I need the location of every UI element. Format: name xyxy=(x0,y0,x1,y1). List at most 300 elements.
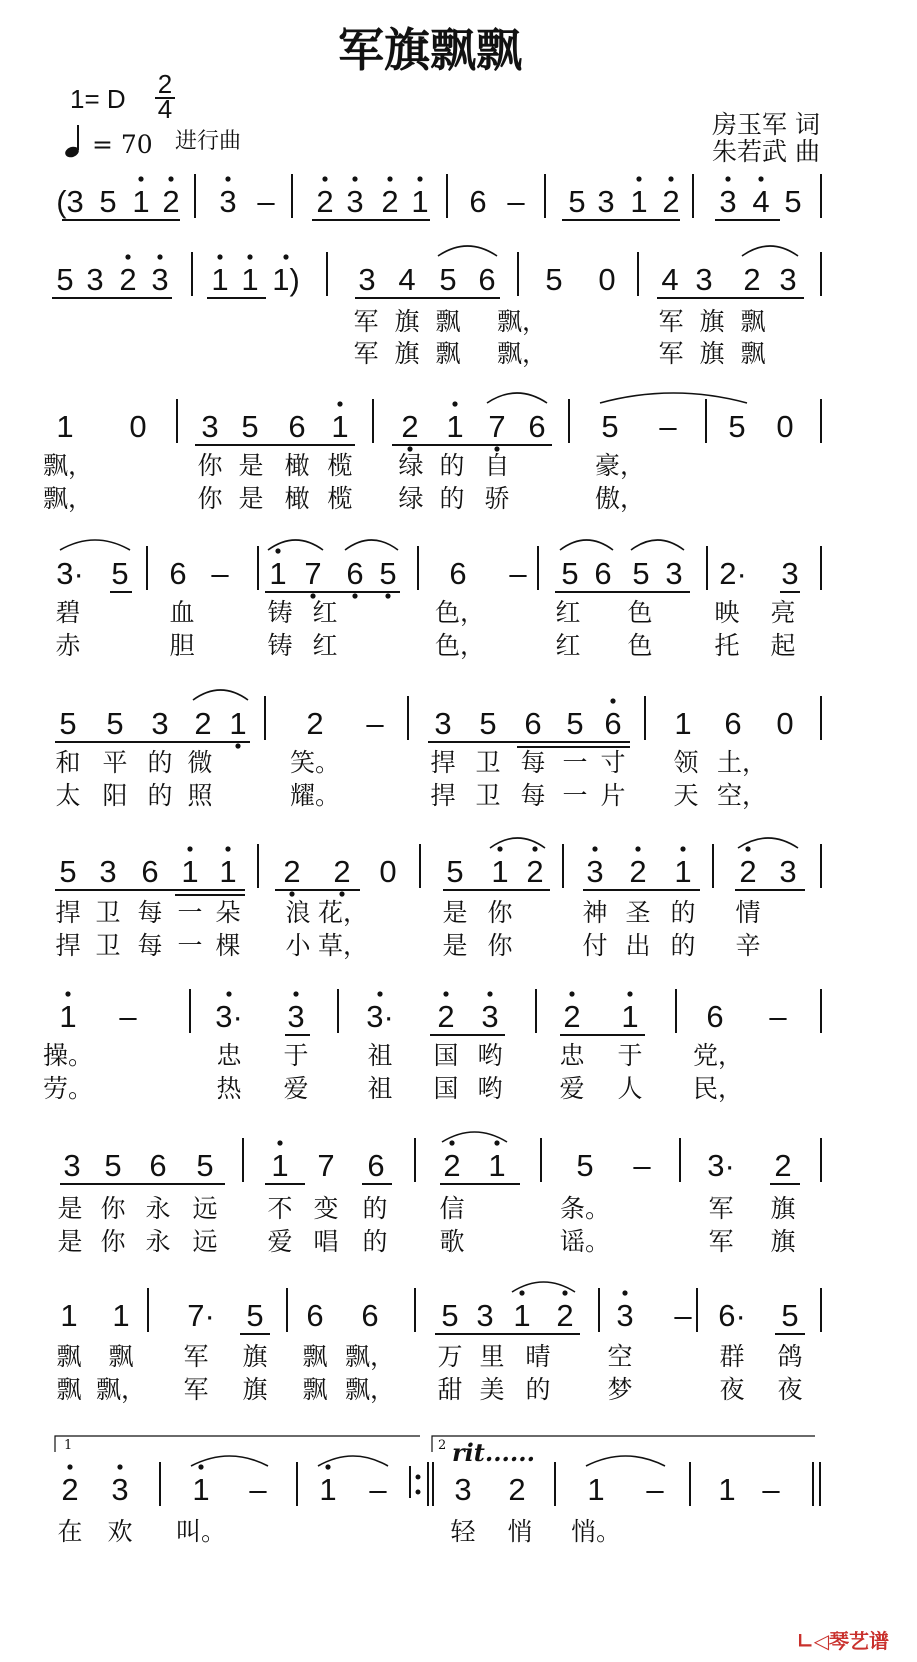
note: 6 xyxy=(604,706,622,741)
note: 5 xyxy=(196,1148,214,1183)
note: 3· xyxy=(215,999,243,1034)
note: 2 xyxy=(774,1148,792,1183)
lyric-syllable: 轻 xyxy=(450,1517,476,1546)
lyric-syllable: 甜 xyxy=(437,1375,463,1404)
note: 1 xyxy=(112,1298,130,1333)
lyric-syllable: 爱 xyxy=(559,1074,585,1103)
note: 0 xyxy=(129,409,147,444)
lyric-syllable: 卫 xyxy=(95,931,121,960)
note: 2 xyxy=(526,854,544,889)
lyric-syllable: 铸 xyxy=(267,598,293,627)
lyric-syllable: 卫 xyxy=(475,748,501,777)
lyric-syllable: 旗 xyxy=(699,339,725,368)
lyric-syllable: 军 xyxy=(708,1227,734,1256)
note: 1 xyxy=(718,1472,736,1507)
lyric-syllable: 笑。 xyxy=(289,748,341,777)
note: 3 xyxy=(346,184,364,219)
slur xyxy=(742,246,798,256)
lyric-syllable: 你 xyxy=(487,931,513,960)
lyric-syllable: 亮 xyxy=(770,598,796,627)
lyric-syllable: 一 xyxy=(177,931,203,960)
octave-dot xyxy=(217,254,222,259)
note: 5 xyxy=(784,184,802,219)
note: (3 xyxy=(56,184,84,219)
lyric-syllable: 军 xyxy=(658,307,684,336)
lyric-syllable: 欢 xyxy=(107,1517,133,1546)
lyric-syllable: 飘， xyxy=(344,1342,396,1371)
volta-number-2: 2 xyxy=(438,1438,447,1453)
note: 2 xyxy=(629,854,647,889)
note: 6 xyxy=(367,1148,385,1183)
note: 7 xyxy=(317,1148,335,1183)
note: 6 xyxy=(449,556,467,591)
note: 2 xyxy=(508,1472,526,1507)
note: 2 xyxy=(662,184,680,219)
octave-dot xyxy=(275,548,280,553)
note: 6· xyxy=(718,1298,746,1333)
lyric-syllable: 的 xyxy=(147,748,173,777)
note: 5 xyxy=(545,262,563,297)
octave-dot xyxy=(497,846,502,851)
lyric-syllable: 你 xyxy=(100,1227,126,1256)
octave-dot xyxy=(636,176,641,181)
lyric-syllable: 微 xyxy=(187,748,213,777)
note: – xyxy=(674,1298,692,1333)
lyric-syllable: 祖 xyxy=(367,1074,393,1103)
octave-dot xyxy=(337,401,342,406)
note: – xyxy=(257,184,275,219)
note: 2 xyxy=(306,706,324,741)
note: 6 xyxy=(469,184,487,219)
note: 0 xyxy=(776,706,794,741)
note: 6 xyxy=(361,1298,379,1333)
lyric-syllable: 铸 xyxy=(267,631,293,660)
lyric-syllable: 土， xyxy=(716,748,768,777)
lyric-syllable: 和 xyxy=(55,748,81,777)
lyric-syllable: 捍 xyxy=(55,931,81,960)
note: 1 xyxy=(59,999,77,1034)
octave-dot xyxy=(289,891,294,896)
staff-system-9 xyxy=(56,1282,821,1404)
lyric-syllable: 捍 xyxy=(430,748,456,777)
lyric-syllable: 托 xyxy=(714,631,740,660)
lyric-syllable: 绿 xyxy=(398,484,424,513)
lyric-syllable: 一 xyxy=(177,898,203,927)
lyric-syllable: 碧 xyxy=(55,598,81,627)
slur xyxy=(490,838,545,848)
lyric-syllable: 阳 xyxy=(102,781,128,810)
lyric-syllable: 旗 xyxy=(770,1194,796,1223)
lyric-syllable: 党， xyxy=(692,1041,744,1070)
octave-dot xyxy=(635,846,640,851)
lyric-syllable: 悄 xyxy=(507,1517,533,1546)
lyric-syllable: 旗 xyxy=(770,1227,796,1256)
lyric-syllable: 旗 xyxy=(394,307,420,336)
octave-dot xyxy=(187,846,192,851)
lyric-syllable: 每 xyxy=(137,931,163,960)
lyric-syllable: 夜 xyxy=(777,1375,803,1404)
note: 1 xyxy=(491,854,509,889)
note: 4 xyxy=(752,184,770,219)
lyric-syllable: 是 xyxy=(238,451,264,480)
lyric-syllable: 飘， xyxy=(344,1375,396,1404)
note: 0 xyxy=(598,262,616,297)
note: 6 xyxy=(288,409,306,444)
octave-dot xyxy=(125,254,130,259)
note: – xyxy=(769,999,787,1034)
note: 3 xyxy=(454,1472,472,1507)
note: – xyxy=(119,999,137,1034)
slur xyxy=(193,690,248,700)
note: 3 xyxy=(781,556,799,591)
lyric-syllable: 旗 xyxy=(394,339,420,368)
lyric-syllable: 卫 xyxy=(95,898,121,927)
note: – xyxy=(509,556,527,591)
lyric-syllable: 小 xyxy=(285,931,311,960)
lyric-syllable: 寸 xyxy=(600,748,626,777)
octave-dot xyxy=(417,176,422,181)
lyric-syllable: 祖 xyxy=(367,1041,393,1070)
lyric-syllable: 飘 xyxy=(740,307,766,336)
lyric-syllable: 谣。 xyxy=(559,1227,611,1256)
lyric-syllable: 唱 xyxy=(313,1227,339,1256)
lyric-syllable: 骄 xyxy=(484,484,510,513)
octave-dot xyxy=(339,891,344,896)
note: 6 xyxy=(724,706,742,741)
octave-dot xyxy=(725,176,730,181)
lyric-syllable: 忠 xyxy=(559,1041,585,1070)
lyric-syllable: 太 xyxy=(55,781,81,810)
lyric-syllable: 起 xyxy=(770,631,796,660)
note: 5 xyxy=(59,706,77,741)
note: 3 xyxy=(586,854,604,889)
note: – xyxy=(366,706,384,741)
lyric-syllable: 你 xyxy=(197,484,223,513)
lyric-syllable: 天 xyxy=(673,781,699,810)
lyric-syllable: 远 xyxy=(192,1227,218,1256)
note: 3 xyxy=(779,262,797,297)
lyric-syllable: 色 xyxy=(627,598,653,627)
note: 2 xyxy=(556,1298,574,1333)
note: 1 xyxy=(229,706,247,741)
lyric-syllable: 是 xyxy=(442,931,468,960)
note: – xyxy=(659,409,677,444)
lyric-syllable: 悄。 xyxy=(570,1517,622,1546)
lyric-syllable: 歌 xyxy=(439,1227,465,1256)
lyric-syllable: 国 xyxy=(433,1041,459,1070)
lyric-syllable: 你 xyxy=(197,451,223,480)
note: 5 xyxy=(601,409,619,444)
note: 6 xyxy=(149,1148,167,1183)
note: 2 xyxy=(401,409,419,444)
note: 1 xyxy=(132,184,150,219)
lyric-syllable: 的 xyxy=(439,451,465,480)
octave-dot xyxy=(610,698,615,703)
octave-dot xyxy=(758,176,763,181)
note: 5 xyxy=(111,556,129,591)
octave-dot xyxy=(226,991,231,996)
staff-system-5 xyxy=(55,690,821,810)
lyric-syllable: 旗 xyxy=(242,1342,268,1371)
note: 3 xyxy=(665,556,683,591)
lyric-syllable: 耀。 xyxy=(289,781,341,810)
lyric-syllable: 夜 xyxy=(719,1375,745,1404)
note: 2 xyxy=(743,262,761,297)
slur xyxy=(738,838,798,848)
lyric-syllable: 飘， xyxy=(95,1375,147,1404)
octave-dot xyxy=(325,1464,330,1469)
lyric-syllable: 飘 xyxy=(56,1342,82,1371)
note: – xyxy=(249,1472,267,1507)
note: 6 xyxy=(528,409,546,444)
quarter-note-icon xyxy=(64,125,81,159)
lyric-syllable: 的 xyxy=(362,1194,388,1223)
slur xyxy=(345,540,398,550)
lyric-syllable: 操。 xyxy=(42,1041,94,1070)
note: 2 xyxy=(119,262,137,297)
note: 1 xyxy=(513,1298,531,1333)
note: 5 xyxy=(479,706,497,741)
lyric-syllable: 的 xyxy=(525,1375,551,1404)
lyric-syllable: 永 xyxy=(145,1227,171,1256)
octave-dot xyxy=(225,176,230,181)
time-signature-bottom: 4 xyxy=(157,94,173,124)
lyric-syllable: 血 xyxy=(169,598,195,627)
note: – xyxy=(646,1472,664,1507)
key-signature: 1= D xyxy=(70,84,126,114)
lyric-syllable: 哟 xyxy=(477,1074,503,1103)
lyric-syllable: 晴 xyxy=(525,1342,551,1371)
octave-dot xyxy=(235,743,240,748)
note: – xyxy=(507,184,525,219)
lyric-syllable: 军 xyxy=(353,339,379,368)
lyric-syllable: 军 xyxy=(708,1194,734,1223)
note: – xyxy=(633,1148,651,1183)
lyric-syllable: 空 xyxy=(607,1342,633,1371)
note: 6 xyxy=(346,556,364,591)
lyric-syllable: 的 xyxy=(439,484,465,513)
note: 2 xyxy=(194,706,212,741)
note: 6 xyxy=(478,262,496,297)
lyric-syllable: 榄 xyxy=(327,484,353,513)
lyric-syllable: 飘 xyxy=(435,307,461,336)
note: 5 xyxy=(561,556,579,591)
slur xyxy=(560,540,613,550)
octave-dot xyxy=(680,846,685,851)
octave-dot xyxy=(532,846,537,851)
lyric-syllable: 红 xyxy=(312,598,338,627)
lyric-syllable: 每 xyxy=(137,898,163,927)
note: 3 xyxy=(111,1472,129,1507)
note: 2 xyxy=(443,1148,461,1183)
octave-dot xyxy=(157,254,162,259)
note: 6 xyxy=(169,556,187,591)
note: 5 xyxy=(441,1298,459,1333)
octave-dot xyxy=(562,1290,567,1295)
volta-number-1: 1 xyxy=(64,1438,73,1453)
note: 5 xyxy=(106,706,124,741)
octave-dot xyxy=(385,593,390,598)
slur xyxy=(487,393,547,403)
lyric-syllable: 出 xyxy=(625,931,651,960)
octave-dot xyxy=(293,991,298,996)
lyric-syllable: 热 xyxy=(216,1074,242,1103)
lyric-syllable: 爱 xyxy=(267,1227,293,1256)
note: 3 xyxy=(695,262,713,297)
note: 5 xyxy=(56,262,74,297)
note: 2 xyxy=(563,999,581,1034)
octave-dot xyxy=(117,1464,122,1469)
note: 5 xyxy=(246,1298,264,1333)
lyric-syllable: 飘， xyxy=(42,451,94,480)
lyric-syllable: 军 xyxy=(183,1342,209,1371)
note: 2 xyxy=(316,184,334,219)
note: 3 xyxy=(201,409,219,444)
note: 2 xyxy=(61,1472,79,1507)
octave-dot xyxy=(198,1464,203,1469)
watermark-mark-icon: ∟◁ xyxy=(796,1629,829,1653)
lyric-syllable: 民， xyxy=(692,1074,744,1103)
note: 5 xyxy=(568,184,586,219)
octave-dot xyxy=(449,1140,454,1145)
octave-dot xyxy=(745,846,750,851)
lyric-syllable: 辛 xyxy=(735,931,761,960)
note: 3· xyxy=(707,1148,735,1183)
note: 1 xyxy=(181,854,199,889)
watermark-logo xyxy=(797,1625,889,1654)
lyric-syllable: 色， xyxy=(434,631,486,660)
note: 1 xyxy=(319,1472,337,1507)
lyric-syllable: 军 xyxy=(658,339,684,368)
note: 2 xyxy=(381,184,399,219)
octave-dot xyxy=(592,846,597,851)
note: 3· xyxy=(366,999,394,1034)
note: 0 xyxy=(379,854,397,889)
lyric-syllable: 于 xyxy=(617,1041,643,1070)
octave-dot xyxy=(277,1140,282,1145)
octave-dot xyxy=(452,401,457,406)
lyric-syllable: 赤 xyxy=(55,631,81,660)
lyric-syllable: 万 xyxy=(437,1342,463,1371)
lyric-syllable: 情 xyxy=(735,898,761,927)
lyric-syllable: 橄 xyxy=(284,451,310,480)
note: 1 xyxy=(331,409,349,444)
lyric-syllable: 爱 xyxy=(283,1074,309,1103)
lyric-syllable: 草， xyxy=(317,931,369,960)
staff-system-4 xyxy=(55,540,821,660)
lyric-syllable: 不 xyxy=(267,1194,293,1223)
lyric-syllable: 旗 xyxy=(699,307,725,336)
note: 1 xyxy=(219,854,237,889)
octave-dot xyxy=(387,176,392,181)
lyric-syllable: 飘 xyxy=(108,1342,134,1371)
lyric-syllable: 豪， xyxy=(594,451,646,480)
lyric-syllable: 变 xyxy=(313,1194,339,1223)
lyric-syllable: 的 xyxy=(147,781,173,810)
lyric-syllable: 劳。 xyxy=(42,1074,94,1103)
lyric-syllable: 人 xyxy=(617,1074,643,1103)
lyric-syllable: 卫 xyxy=(475,781,501,810)
lyric-syllable: 梦 xyxy=(607,1375,633,1404)
octave-dot xyxy=(352,176,357,181)
note: 3 xyxy=(476,1298,494,1333)
note: 3 xyxy=(287,999,305,1034)
octave-dot xyxy=(627,991,632,996)
note: 1 xyxy=(621,999,639,1034)
lyric-syllable: 飘， xyxy=(496,307,548,336)
note: 5 xyxy=(104,1148,122,1183)
lyric-syllable: 军 xyxy=(183,1375,209,1404)
lyric-syllable: 的 xyxy=(670,898,696,927)
slur xyxy=(438,246,497,256)
lyric-syllable: 鸽 xyxy=(777,1342,803,1371)
lyric-syllable: 在 xyxy=(57,1517,83,1546)
octave-dot xyxy=(487,991,492,996)
lyricist-credit: 房玉军 词 xyxy=(712,110,820,139)
lyric-syllable: 橄 xyxy=(284,484,310,513)
octave-dot xyxy=(569,991,574,996)
note: 1 xyxy=(241,262,259,297)
staff-system-7 xyxy=(43,989,821,1103)
note: 3 xyxy=(219,184,237,219)
octave-dot xyxy=(168,176,173,181)
note: 1 xyxy=(56,409,74,444)
note: 6 xyxy=(594,556,612,591)
octave-dot xyxy=(494,1140,499,1145)
lyric-syllable: 远 xyxy=(192,1194,218,1223)
repeat-dot xyxy=(416,1490,421,1495)
note: 3 xyxy=(719,184,737,219)
note: 2 xyxy=(437,999,455,1034)
note: 5 xyxy=(576,1148,594,1183)
staff-system-10 xyxy=(57,1456,780,1546)
octave-dot xyxy=(668,176,673,181)
lyric-syllable: 一 xyxy=(562,748,588,777)
note: 3 xyxy=(481,999,499,1034)
lyric-syllable: 自 xyxy=(484,451,510,480)
lyric-syllable: 绿 xyxy=(398,451,424,480)
note: 5 xyxy=(728,409,746,444)
octave-dot xyxy=(443,991,448,996)
note: 3 xyxy=(151,262,169,297)
lyric-syllable: 飘 xyxy=(740,339,766,368)
note: 1 xyxy=(211,262,229,297)
note: 5 xyxy=(439,262,457,297)
lyric-syllable: 每 xyxy=(520,748,546,777)
lyric-syllable: 叫。 xyxy=(175,1517,227,1546)
note: 6 xyxy=(524,706,542,741)
note: 4 xyxy=(661,262,679,297)
note: 2 xyxy=(333,854,351,889)
lyric-syllable: 于 xyxy=(283,1041,309,1070)
note: 3 xyxy=(779,854,797,889)
note: 3 xyxy=(358,262,376,297)
lyric-syllable: 平 xyxy=(102,748,128,777)
octave-dot xyxy=(622,1290,627,1295)
tempo-value: = 70 xyxy=(92,130,153,159)
octave-dot xyxy=(138,176,143,181)
slur xyxy=(586,1456,665,1466)
note: 2 xyxy=(739,854,757,889)
note: 4 xyxy=(398,262,416,297)
lyric-syllable: 映 xyxy=(714,598,740,627)
octave-dot xyxy=(322,176,327,181)
note: – xyxy=(211,556,229,591)
octave-dot xyxy=(377,991,382,996)
note: 6 xyxy=(306,1298,324,1333)
lyric-syllable: 红 xyxy=(312,631,338,660)
note: 1 xyxy=(192,1472,210,1507)
